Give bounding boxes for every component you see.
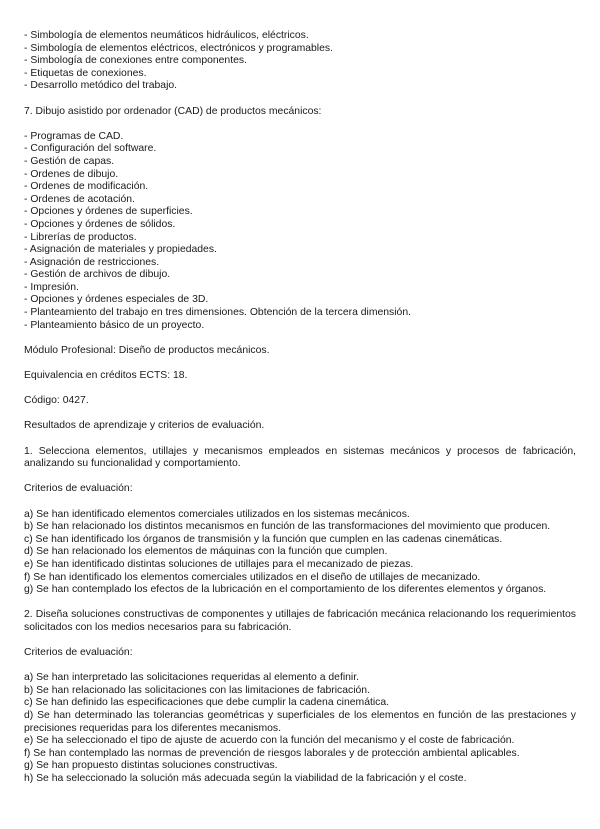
list-item: - Opciones y órdenes de superficies. [24, 206, 193, 218]
list-item: - Ordenes de dibujo. [24, 168, 119, 180]
list-item: c) Se han identificado los órganos de transmisión y la función que cumplen en las cadenas cinemáticas. [24, 533, 503, 545]
ects-equivalence: Equivalencia en créditos ECTS: 18. [24, 370, 188, 382]
list-item: - Asignación de restricciones. [24, 256, 160, 268]
criteria-2-label: Criterios de evaluación: [24, 647, 133, 659]
list-item: - Librerías de productos. [24, 231, 137, 243]
section-7-heading: 7. Dibujo asistido por ordenador (CAD) de productos mecánicos: [24, 105, 322, 117]
learning-outcome-1: 1. Selecciona elementos, utillajes y mecanismos empleados en sistemas mecánicos y procesos de fabricación, analizando su funcionalidad y comportamiento. [24, 445, 576, 470]
list-item: - Opciones y órdenes especiales de 3D. [24, 294, 209, 306]
list-item: - Opciones y órdenes de sólidos. [24, 218, 176, 230]
list-item: c) Se han definido las especificaciones que debe cumplir la cadena cinemática. [24, 697, 390, 709]
list-item: - Ordenes de modificación. [24, 181, 149, 193]
list-item: - Simbología de conexiones entre componentes. [24, 55, 247, 67]
list-item: - Simbología de elementos neumáticos hidráulicos, eléctricos. [24, 30, 309, 41]
list-item: - Configuración del software. [24, 143, 157, 155]
list-item: - Etiquetas de conexiones. [24, 67, 147, 79]
list-item: - Gestión de capas. [24, 155, 115, 167]
symbology-list [24, 30, 576, 93]
list-item: e) Se ha seleccionado el tipo de ajuste de acuerdo con la función del mecanismo y el coste de fabricación. [24, 735, 515, 747]
list-item: g) Se han contemplado los efectos de la lubricación en el comportamiento de los diferentes elementos y órganos. [24, 584, 547, 596]
module-title: Módulo Profesional: Diseño de productos mecánicos. [24, 344, 270, 356]
list-item: f) Se han identificado los elementos comerciales utilizados en el diseño de utillajes de mecanizado. [24, 571, 481, 583]
list-item: b) Se han relacionado las solicitaciones con las limitaciones de fabricación. [24, 684, 370, 696]
list-item: - Simbología de elementos eléctricos, electrónicos y programables. [24, 42, 333, 54]
criteria-1-list [24, 509, 576, 597]
cad-list [24, 131, 576, 333]
criteria-1-label: Criterios de evaluación: [24, 483, 133, 495]
list-item: - Planteamiento básico de un proyecto. [24, 319, 205, 331]
document-page [24, 30, 576, 786]
list-item: - Gestión de archivos de dibujo. [24, 269, 171, 281]
learning-outcomes-heading: Resultados de aprendizaje y criterios de evaluación. [24, 420, 265, 432]
list-item: d) Se han determinado las tolerancias geométricas y superficiales de los elementos en función de las prestaciones y precisiones requeridas para los diferentes mecanismos. [24, 710, 576, 734]
list-item: e) Se han identificado distintas soluciones de utillajes para el mecanizado de piezas. [24, 558, 414, 570]
list-item: f) Se han contemplado las normas de prevención de riesgos laborales y de protección ambiental aplicables. [24, 747, 520, 759]
list-item: - Planteamiento del trabajo en tres dimensiones. Obtención de la tercera dimensión. [24, 307, 411, 319]
list-item: h) Se ha seleccionado la solución más adecuada según la viabilidad de la fabricación y el coste. [24, 773, 467, 785]
list-item: g) Se han propuesto distintas soluciones constructivas. [24, 760, 278, 772]
list-item: a) Se han interpretado las solicitaciones requeridas al elemento a definir. [24, 672, 360, 684]
list-item: - Impresión. [24, 281, 79, 293]
list-item: - Asignación de materiales y propiedades. [24, 244, 217, 256]
list-item: a) Se han identificado elementos comerciales utilizados en los sistemas mecánicos. [24, 508, 410, 520]
list-item: b) Se han relacionado los distintos mecanismos en función de las transformaciones del movimiento que producen. [24, 521, 551, 533]
criteria-2-list [24, 672, 576, 785]
module-code: Código: 0427. [24, 395, 89, 407]
list-item: - Programas de CAD. [24, 130, 124, 142]
learning-outcome-2: 2. Diseña soluciones constructivas de componentes y utillajes de fabricación mecánica relacionando los requerimientos solicitados con los medios necesarios para su fabricación. [24, 609, 576, 633]
list-item: - Desarrollo metódico del trabajo. [24, 80, 178, 92]
list-item: d) Se han relacionado los elementos de máquinas con la función que cumplen. [24, 546, 388, 558]
list-item: - Ordenes de acotación. [24, 193, 135, 205]
